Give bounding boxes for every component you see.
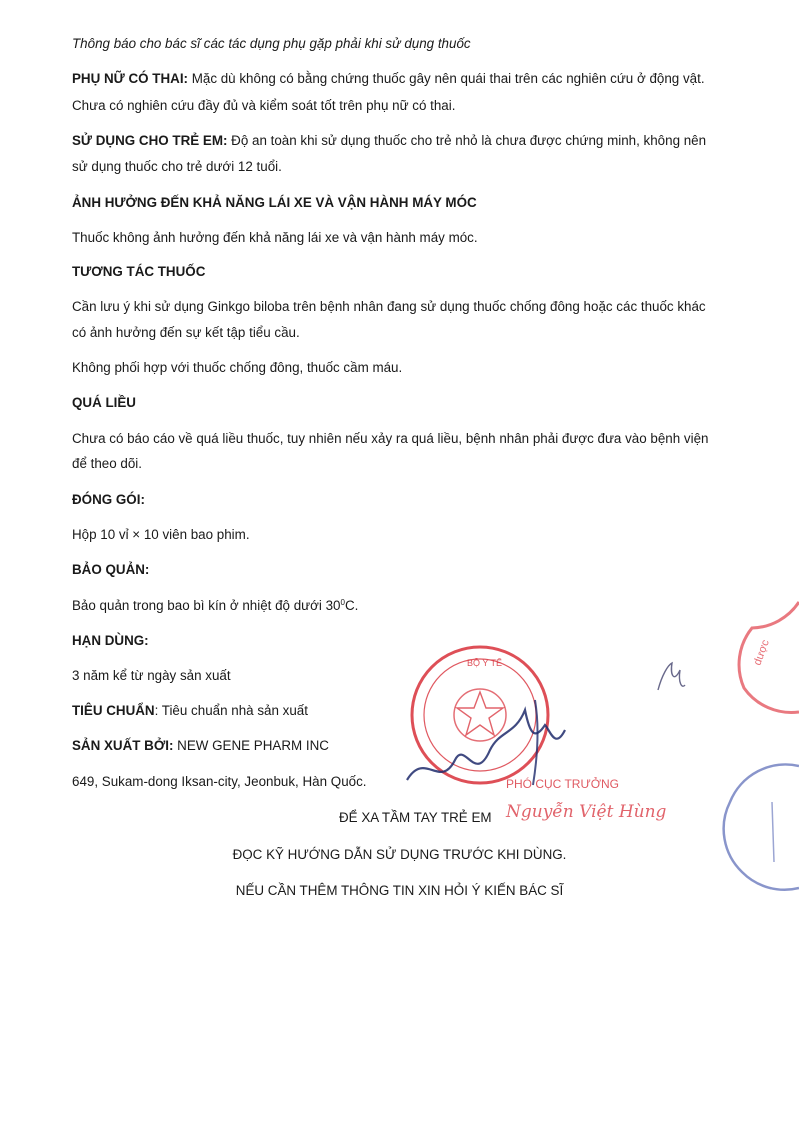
- interactions-text-2: có ảnh hưởng đến sự kết tập tiểu cầu.: [72, 325, 300, 340]
- standard-line: [72, 703, 308, 719]
- driving-text: Thuốc không ảnh hưởng đến khả năng lái xe và vận hành máy móc.: [72, 230, 478, 245]
- initials-mark: [650, 655, 690, 700]
- storage-text: Bảo quản trong bao bì kín ở nhiệt độ dưới 30: [72, 598, 341, 613]
- partial-red-stamp: [730, 598, 799, 718]
- manufacturer-label: SẢN XUẤT BỞI:: [72, 738, 174, 753]
- pregnancy-text-1: Mặc dù không có bằng chứng thuốc gây nên quái thai trên các nghiên cứu ở động vật.: [188, 71, 705, 86]
- packaging-text: Hộp 10 vỉ × 10 viên bao phim.: [72, 527, 250, 542]
- intro-line: Thông báo cho bác sĩ các tác dụng phụ gặp phải khi sử dụng thuốc: [72, 36, 471, 51]
- signature-name: Nguyễn Việt Hùng: [506, 802, 667, 822]
- manufacturer-address: 649, Sukam-dong Iksan-city, Jeonbuk, Hàn Quốc.: [72, 774, 367, 789]
- stamp-side-text: dược: [751, 638, 772, 668]
- children-text-1: Độ an toàn khi sử dụng thuốc cho trẻ nhỏ là chưa được chứng minh, không nên: [227, 133, 707, 148]
- interactions-text-1: Cần lưu ý khi sử dụng Ginkgo biloba trên bệnh nhân đang sử dụng thuốc chống đông hoặc các thuốc khác: [72, 299, 706, 314]
- overdose-heading: QUÁ LIỀU: [72, 395, 136, 410]
- interactions-heading: TƯƠNG TÁC THUỐC: [72, 264, 206, 279]
- storage-line: [72, 598, 358, 614]
- standard-text: : Tiêu chuẩn nhà sản xuất: [154, 703, 308, 718]
- pregnancy-line-1: [72, 71, 705, 87]
- storage-unit: C.: [344, 598, 359, 613]
- overdose-text-1: Chưa có báo cáo về quá liều thuốc, tuy nhiên nếu xảy ra quá liều, bệnh nhân phải được đưa vào bệnh viện: [72, 431, 709, 446]
- seal-top-text: BỘ Y TẾ: [467, 658, 503, 668]
- manufacturer-name: NEW GENE PHARM INC: [173, 738, 329, 753]
- manufacturer-line: [72, 738, 329, 754]
- shelf-life-heading: HẠN DÙNG:: [72, 633, 149, 648]
- warning-read-instructions: ĐỌC KỸ HƯỚNG DẪN SỬ DỤNG TRƯỚC KHI DÙNG.: [232, 847, 567, 862]
- warning-ask-doctor: NẾU CẦN THÊM THÔNG TIN XIN HỎI Ý KIẾN BÁC SĨ: [235, 883, 564, 898]
- official-red-seal: [405, 640, 555, 790]
- overdose-text-2: để theo dõi.: [72, 456, 142, 471]
- pregnancy-text-2: Chưa có nghiên cứu đầy đủ và kiểm soát tốt trên phụ nữ có thai.: [72, 98, 456, 113]
- driving-heading: ẢNH HƯỞNG ĐẾN KHẢ NĂNG LÁI XE VÀ VẬN HÀNH MÁY MÓC: [72, 195, 477, 210]
- standard-label: TIÊU CHUẨN: [72, 703, 155, 718]
- signature-title: PHÓ CỤC TRƯỞNG: [506, 777, 619, 791]
- shelf-life-text: 3 năm kể từ ngày sản xuất: [72, 668, 231, 683]
- packaging-heading: ĐÓNG GÓI:: [72, 492, 145, 507]
- partial-blue-stamp: [712, 762, 799, 892]
- children-line-1: [72, 133, 706, 149]
- children-text-2: sử dụng thuốc cho trẻ dưới 12 tuổi.: [72, 159, 282, 174]
- storage-heading: BẢO QUẢN:: [72, 562, 150, 577]
- warning-keep-away: ĐỂ XA TẦM TAY TRẺ EM: [339, 810, 492, 825]
- pregnancy-label: PHỤ NỮ CÓ THAI:: [72, 71, 188, 86]
- storage-degree: 0: [340, 598, 345, 607]
- interactions-text-3: Không phối hợp với thuốc chống đông, thuốc cầm máu.: [72, 360, 403, 375]
- children-label: SỬ DỤNG CHO TRẺ EM:: [72, 133, 228, 148]
